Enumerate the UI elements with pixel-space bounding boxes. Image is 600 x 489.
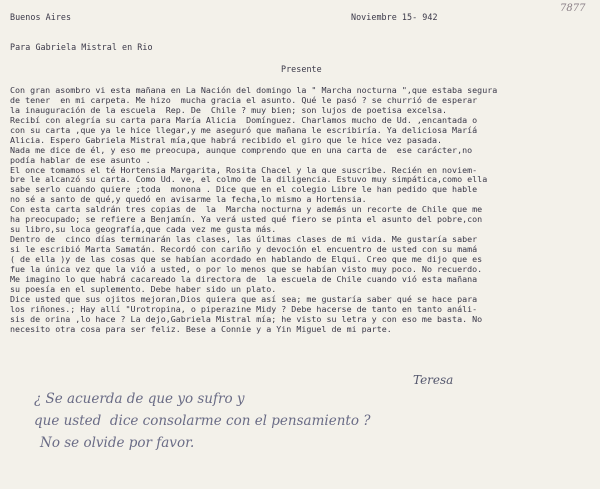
header-date: Noviembre 15- 942 [351, 12, 438, 22]
heading-presente: Presente [281, 64, 322, 74]
body-line: si le escribió Marta Samatán. Recordó con cariño y devoción el encuentro de usted con su mamá [10, 244, 478, 254]
body-line: fue la única vez que la vió a usted, o por lo menos que se habían visto muy poco. No recuerdo. [10, 263, 483, 274]
body-line: Nada me dice de él, y eso me preocupa, aunque comprendo que en una carta de ese carácter,no [10, 144, 473, 155]
body-line: la inauguración de la escuela Rep. De Chile ? muy bien; son lujos de poetisa excelsa. [10, 104, 448, 115]
body-line: con su carta ,que ya le hice llegar,y me aseguró que mañana le escribiría. Ya deliciosa Marí́a [10, 124, 478, 135]
body-line: de tener en mi carpeta. Me hizo mucha gracia el asunto. Qué le pasó ? se churrió de esperar [10, 94, 478, 105]
handwritten-line: ¿ Se acuerda de que yo sufro y [34, 391, 245, 407]
body-line: su libro,su loca geografía,que cada vez me gusta más. [10, 224, 277, 235]
archive-number: 7877 [560, 3, 586, 14]
body-line: ( de ella )y de las cosas que se habían acordado en hablando de Elqui. Creo que me dijo que es [10, 253, 483, 264]
body-line: sis de orina ,lo hace ? La dejo,Gabriela Mistral mía; he visto su letra y con eso me basta. No [10, 313, 483, 324]
signature: Teresa [413, 373, 454, 387]
body-line: no sé a santo de qué,y quedó en avisarme la fecha,lo mismo a Hortensia. [10, 194, 367, 205]
handwritten-line: No se olvide por favor. [40, 435, 195, 451]
body-line: El once tomamos el té Hortensia Margarita, Rosita Chacel y la que suscribe. Recién en noviem- [10, 164, 478, 175]
body-line: Dice usted que sus ojitos mejoran,Dios quiera que así sea; me gustaría saber qué se hace para [10, 293, 478, 304]
body-line: Me imagino lo que habrá cacareado la directora de la escuela de Chile cuando vió esta mañana [10, 273, 478, 284]
body-line: bre le alcanzó su carta. Como Ud. ve, el colmo de la diligencia. Estuvo muy simpática,como ella [10, 174, 488, 185]
body-line: Con gran asombro vi esta mañana en La Nación del domingo la " Marcha nocturna ",que estaba segura [10, 85, 498, 95]
body-line: Dentro de cinco días terminarán las clases, las últimas clases de mi vida. Me gustaría saber [10, 234, 478, 245]
body-line: ha preocupado; se refiere a Benjamín. Ya verá usted qué fiero se pinta el asunto del pobre,con [10, 214, 483, 225]
body-line: podía hablar de ese asunto . [10, 154, 151, 165]
handwritten-line: que usted dice consolarme con el pensamiento ? [34, 413, 371, 429]
body-line: Alicia. Espero Gabriela Mistral mía,que habrá recibido el giro que le hice vez pasada. [10, 134, 443, 145]
body-line: su poesía en el suplemento. Debe haber sido un plato. [10, 283, 277, 294]
body-line: Con esta carta saldrán tres copias de la Marcha nocturna y además un recorte de Chile que me [10, 204, 483, 215]
letter-body [10, 86, 595, 334]
body-line: los riñones.; Hay allí "Urotropina, o piperazine Midy ? Debe hacerse de tanto en tanto análi- [10, 303, 478, 314]
body-line: sabe serlo cuando quiere ;toda monona . Dice que en el colegio Libre le han pedido que hable [10, 184, 478, 195]
body-line: necesito otra cosa para ser feliz. Bese a Connie y a Yin Miguel de mi parte. [10, 323, 392, 334]
handwritten-postscript [34, 388, 370, 454]
addressee: Para Gabriela Mistral en Rio [10, 42, 153, 52]
body-line: Recibí con alegría su carta para María Alicia Domínguez. Charlamos mucho de Ud. ,encantada o [10, 114, 478, 125]
header-place: Buenos Aires [10, 12, 72, 22]
